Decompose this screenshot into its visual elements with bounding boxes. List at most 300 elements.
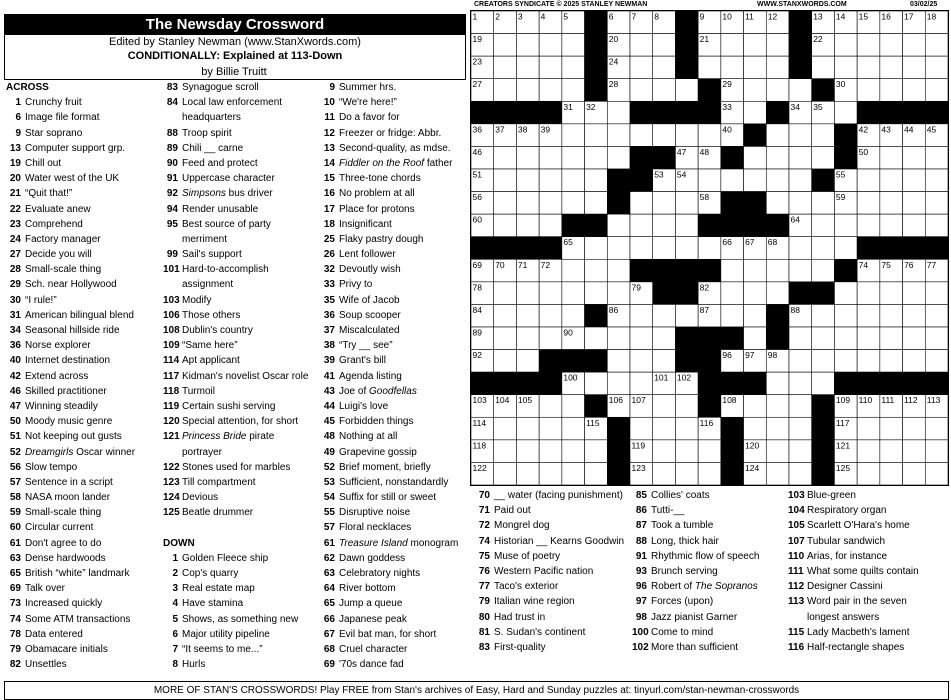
grid-cell[interactable] [494,56,517,79]
grid-cell[interactable] [789,350,812,373]
clue-item[interactable] [6,414,161,429]
grid-cell[interactable] [925,169,948,192]
grid-cell[interactable] [607,372,630,395]
clue-item[interactable] [475,640,630,655]
grid-cell[interactable] [516,146,539,169]
grid-cell[interactable] [539,440,562,463]
grid-cell[interactable] [675,417,698,440]
grid-cell[interactable] [494,192,517,215]
grid-cell[interactable] [880,440,903,463]
grid-cell[interactable] [539,214,562,237]
grid-cell[interactable] [766,282,789,305]
clue-item[interactable] [163,596,318,611]
clue-item[interactable] [632,518,787,533]
grid-cell[interactable] [925,304,948,327]
grid-cell[interactable] [675,237,698,260]
clue-item[interactable] [475,488,630,503]
clue-item[interactable] [320,338,468,353]
grid-cell[interactable] [516,169,539,192]
clue-item[interactable] [163,171,318,186]
clue-item[interactable] [320,414,468,429]
grid-cell[interactable] [653,34,676,57]
grid-cell[interactable] [880,79,903,102]
grid-cell[interactable] [766,34,789,57]
grid-cell[interactable] [766,79,789,102]
clue-item[interactable] [6,323,161,338]
grid-cell[interactable] [516,304,539,327]
grid-cell[interactable] [585,146,608,169]
clue-item[interactable] [320,141,468,156]
grid-cell[interactable] [653,440,676,463]
grid-cell[interactable] [562,56,585,79]
clue-item[interactable] [320,186,468,201]
clue-item[interactable] [788,549,948,564]
clue-item[interactable] [475,534,630,549]
grid-cell[interactable] [880,304,903,327]
clue-item[interactable] [6,308,161,323]
clue-item[interactable] [6,657,161,672]
grid-cell[interactable] [494,327,517,350]
clue-item[interactable] [320,612,468,627]
grid-cell[interactable] [585,462,608,485]
clue-item[interactable] [6,293,161,308]
clue-item[interactable] [163,505,318,520]
grid-cell[interactable] [562,192,585,215]
grid-cell[interactable] [494,440,517,463]
grid-cell[interactable] [516,350,539,373]
grid-cell[interactable] [857,462,880,485]
clue-item[interactable] [320,596,468,611]
grid-cell[interactable] [903,34,926,57]
grid-cell[interactable] [516,214,539,237]
clue-item[interactable] [320,520,468,535]
grid-cell[interactable] [721,259,744,282]
grid-cell[interactable] [607,237,630,260]
grid-cell[interactable] [812,304,835,327]
clue-item[interactable] [6,475,161,490]
grid-cell[interactable] [744,417,767,440]
clue-item[interactable] [6,217,161,232]
grid-cell[interactable] [539,282,562,305]
clue-item[interactable] [6,566,161,581]
grid-cell[interactable] [857,34,880,57]
clue-item[interactable] [163,202,318,217]
grid-cell[interactable] [744,101,767,124]
grid-cell[interactable] [698,124,721,147]
grid-cell[interactable] [789,146,812,169]
clue-item[interactable] [6,95,161,110]
clue-item[interactable] [320,323,468,338]
grid-cell[interactable] [721,169,744,192]
clue-item[interactable] [163,445,318,460]
grid-cell[interactable] [653,395,676,418]
grid-cell[interactable] [494,34,517,57]
clue-item[interactable] [6,429,161,444]
grid-cell[interactable] [925,214,948,237]
clue-item[interactable] [632,534,787,549]
clue-item[interactable] [163,642,318,657]
clue-item[interactable] [163,126,318,141]
grid-cell[interactable] [834,282,857,305]
grid-cell[interactable] [903,440,926,463]
grid-cell[interactable] [925,282,948,305]
grid-cell[interactable] [903,146,926,169]
clue-item[interactable] [320,490,468,505]
grid-cell[interactable] [857,56,880,79]
clue-item[interactable] [632,625,787,640]
grid-cell[interactable] [675,395,698,418]
grid-cell[interactable] [857,79,880,102]
clue-item[interactable] [6,551,161,566]
grid-cell[interactable] [721,34,744,57]
clue-item[interactable] [163,414,318,429]
clue-item[interactable] [6,505,161,520]
grid-cell[interactable] [812,56,835,79]
grid-cell[interactable] [857,417,880,440]
grid-cell[interactable] [880,327,903,350]
clue-item[interactable] [6,126,161,141]
clue-item[interactable] [6,384,161,399]
clue-item[interactable] [475,564,630,579]
grid-cell[interactable] [539,417,562,440]
grid-cell[interactable] [903,350,926,373]
grid-cell[interactable] [539,462,562,485]
clue-item[interactable] [6,186,161,201]
clue-item[interactable] [788,640,948,655]
grid-cell[interactable] [675,79,698,102]
clue-item[interactable] [320,551,468,566]
grid-cell[interactable] [880,34,903,57]
grid-cell[interactable] [675,192,698,215]
grid-cell[interactable] [744,304,767,327]
grid-cell[interactable] [834,34,857,57]
clue-item[interactable] [163,293,318,308]
clue-item[interactable] [320,384,468,399]
clue-item[interactable] [6,490,161,505]
grid-cell[interactable] [630,350,653,373]
clue-item[interactable] [163,186,318,201]
grid-cell[interactable] [630,327,653,350]
grid-cell[interactable] [903,327,926,350]
clue-item[interactable] [6,596,161,611]
grid-cell[interactable] [539,146,562,169]
grid-cell[interactable] [539,56,562,79]
clue-item[interactable] [163,429,318,444]
clue-item[interactable] [320,536,468,551]
clue-item[interactable] [475,610,630,625]
grid-cell[interactable] [903,214,926,237]
clue-item[interactable] [320,353,468,368]
clue-item[interactable] [163,657,318,672]
grid-cell[interactable] [744,169,767,192]
clue-item[interactable] [320,369,468,384]
grid-cell[interactable] [653,214,676,237]
clue-item[interactable] [163,95,318,110]
grid-cell[interactable] [744,56,767,79]
grid-cell[interactable] [630,79,653,102]
grid-cell[interactable] [812,259,835,282]
clue-item[interactable] [632,549,787,564]
clue-item[interactable] [163,141,318,156]
grid-cell[interactable] [585,282,608,305]
clue-item[interactable] [6,353,161,368]
clue-item[interactable] [320,171,468,186]
grid-cell[interactable] [698,56,721,79]
clue-item[interactable] [632,488,787,503]
grid-cell[interactable] [607,101,630,124]
grid-cell[interactable] [925,462,948,485]
grid-cell[interactable] [630,237,653,260]
clue-item[interactable] [163,80,318,95]
clue-item[interactable] [6,581,161,596]
grid-cell[interactable] [539,395,562,418]
grid-cell[interactable] [653,304,676,327]
clue-item[interactable] [475,518,630,533]
clue-item[interactable] [788,564,948,579]
clue-item[interactable] [320,293,468,308]
grid-cell[interactable] [630,214,653,237]
clue-item[interactable] [6,247,161,262]
grid-cell[interactable] [789,395,812,418]
clue-item[interactable] [320,277,468,292]
grid-cell[interactable] [925,327,948,350]
grid-cell[interactable] [516,327,539,350]
grid-cell[interactable] [653,192,676,215]
grid-cell[interactable] [494,417,517,440]
grid-cell[interactable] [834,237,857,260]
clue-item[interactable] [6,369,161,384]
grid-cell[interactable] [766,395,789,418]
grid-cell[interactable] [880,350,903,373]
grid-cell[interactable] [675,462,698,485]
clue-item[interactable] [163,490,318,505]
grid-cell[interactable] [766,417,789,440]
clue-item[interactable] [320,202,468,217]
grid-cell[interactable] [789,462,812,485]
grid-cell[interactable] [857,282,880,305]
clue-item[interactable] [475,594,630,609]
grid-cell[interactable] [857,327,880,350]
clue-item[interactable] [320,475,468,490]
grid-cell[interactable] [880,462,903,485]
grid-cell[interactable] [834,56,857,79]
clue-item[interactable] [320,399,468,414]
clue-item[interactable] [6,445,161,460]
grid-cell[interactable] [925,34,948,57]
grid-cell[interactable] [721,282,744,305]
grid-cell[interactable] [539,169,562,192]
grid-cell[interactable] [789,124,812,147]
clue-item[interactable] [6,171,161,186]
clue-item[interactable] [6,520,161,535]
grid-cell[interactable] [653,237,676,260]
grid-cell[interactable] [925,350,948,373]
grid-cell[interactable] [562,304,585,327]
grid-cell[interactable] [903,79,926,102]
clue-item[interactable] [788,579,948,594]
grid-cell[interactable] [766,462,789,485]
grid-cell[interactable] [812,237,835,260]
grid-cell[interactable] [834,101,857,124]
grid-cell[interactable] [925,146,948,169]
grid-cell[interactable] [766,169,789,192]
grid-cell[interactable] [562,395,585,418]
clue-item[interactable] [6,536,161,551]
grid-cell[interactable] [630,304,653,327]
clue-item[interactable] [320,262,468,277]
grid-cell[interactable] [880,146,903,169]
grid-cell[interactable] [607,146,630,169]
grid-cell[interactable] [903,304,926,327]
clue-item[interactable] [475,549,630,564]
crossword-grid[interactable] [470,10,949,486]
clue-item[interactable] [163,262,318,277]
clue-item[interactable] [163,566,318,581]
clue-item[interactable] [163,308,318,323]
grid-cell[interactable] [539,192,562,215]
clue-item[interactable] [788,610,948,625]
clue-item[interactable] [320,429,468,444]
grid-cell[interactable] [925,440,948,463]
clue-item[interactable] [320,217,468,232]
grid-cell[interactable] [766,259,789,282]
grid-cell[interactable] [539,34,562,57]
grid-cell[interactable] [516,192,539,215]
clue-item[interactable] [6,399,161,414]
grid-cell[interactable] [585,169,608,192]
clue-item[interactable] [632,610,787,625]
grid-cell[interactable] [812,214,835,237]
clue-item[interactable] [320,642,468,657]
grid-cell[interactable] [516,56,539,79]
grid-cell[interactable] [721,304,744,327]
grid-cell[interactable] [653,462,676,485]
grid-cell[interactable] [925,56,948,79]
grid-cell[interactable] [766,124,789,147]
grid-cell[interactable] [789,327,812,350]
grid-cell[interactable] [494,304,517,327]
grid-cell[interactable] [789,237,812,260]
grid-cell[interactable] [721,56,744,79]
grid-cell[interactable] [880,56,903,79]
clue-item[interactable] [632,564,787,579]
grid-cell[interactable] [516,462,539,485]
clue-item[interactable] [163,369,318,384]
grid-cell[interactable] [744,282,767,305]
clue-item[interactable] [163,323,318,338]
grid-cell[interactable] [562,34,585,57]
grid-svg[interactable] [471,11,948,485]
grid-cell[interactable] [562,146,585,169]
grid-cell[interactable] [585,440,608,463]
grid-cell[interactable] [880,192,903,215]
grid-cell[interactable] [630,417,653,440]
grid-cell[interactable] [766,192,789,215]
clue-item[interactable] [320,156,468,171]
clue-item[interactable] [788,534,948,549]
grid-cell[interactable] [903,417,926,440]
clue-item[interactable] [163,232,318,247]
grid-cell[interactable] [630,34,653,57]
clue-item[interactable] [6,460,161,475]
grid-cell[interactable] [857,192,880,215]
grid-cell[interactable] [834,304,857,327]
grid-cell[interactable] [585,327,608,350]
grid-cell[interactable] [834,327,857,350]
grid-cell[interactable] [789,192,812,215]
clue-item[interactable] [6,642,161,657]
grid-cell[interactable] [539,79,562,102]
grid-cell[interactable] [812,372,835,395]
grid-cell[interactable] [903,56,926,79]
clue-item[interactable] [475,625,630,640]
grid-cell[interactable] [812,146,835,169]
clue-item[interactable] [163,520,318,535]
grid-cell[interactable] [812,350,835,373]
grid-cell[interactable] [903,462,926,485]
clue-item[interactable] [320,505,468,520]
grid-cell[interactable] [494,79,517,102]
grid-cell[interactable] [675,124,698,147]
clue-item[interactable] [788,625,948,640]
grid-cell[interactable] [675,440,698,463]
grid-cell[interactable] [789,417,812,440]
clue-item[interactable] [320,110,468,125]
grid-cell[interactable] [539,327,562,350]
clue-item[interactable] [788,518,948,533]
grid-cell[interactable] [653,79,676,102]
grid-cell[interactable] [744,259,767,282]
clue-item[interactable] [320,445,468,460]
grid-cell[interactable] [925,192,948,215]
grid-cell[interactable] [585,237,608,260]
grid-cell[interactable] [925,79,948,102]
grid-cell[interactable] [744,79,767,102]
grid-cell[interactable] [562,462,585,485]
grid-cell[interactable] [562,79,585,102]
clue-item[interactable] [6,232,161,247]
clue-item[interactable] [6,277,161,292]
clue-item[interactable] [163,460,318,475]
grid-cell[interactable] [880,214,903,237]
clue-item[interactable] [163,247,318,262]
grid-cell[interactable] [494,350,517,373]
grid-cell[interactable] [630,192,653,215]
grid-cell[interactable] [857,350,880,373]
grid-cell[interactable] [789,372,812,395]
grid-cell[interactable] [812,327,835,350]
grid-cell[interactable] [766,372,789,395]
clue-item[interactable] [163,612,318,627]
grid-cell[interactable] [562,440,585,463]
clue-item[interactable] [320,126,468,141]
clue-item[interactable] [163,110,318,125]
clue-item[interactable] [320,657,468,672]
grid-cell[interactable] [494,214,517,237]
clue-item[interactable] [6,110,161,125]
clue-item[interactable] [632,594,787,609]
clue-item[interactable] [788,503,948,518]
clue-item[interactable] [6,141,161,156]
clue-item[interactable] [320,247,468,262]
grid-cell[interactable] [789,169,812,192]
grid-cell[interactable] [562,124,585,147]
clue-item[interactable] [163,581,318,596]
grid-cell[interactable] [607,259,630,282]
clue-item[interactable] [320,566,468,581]
grid-cell[interactable] [698,462,721,485]
grid-cell[interactable] [675,304,698,327]
